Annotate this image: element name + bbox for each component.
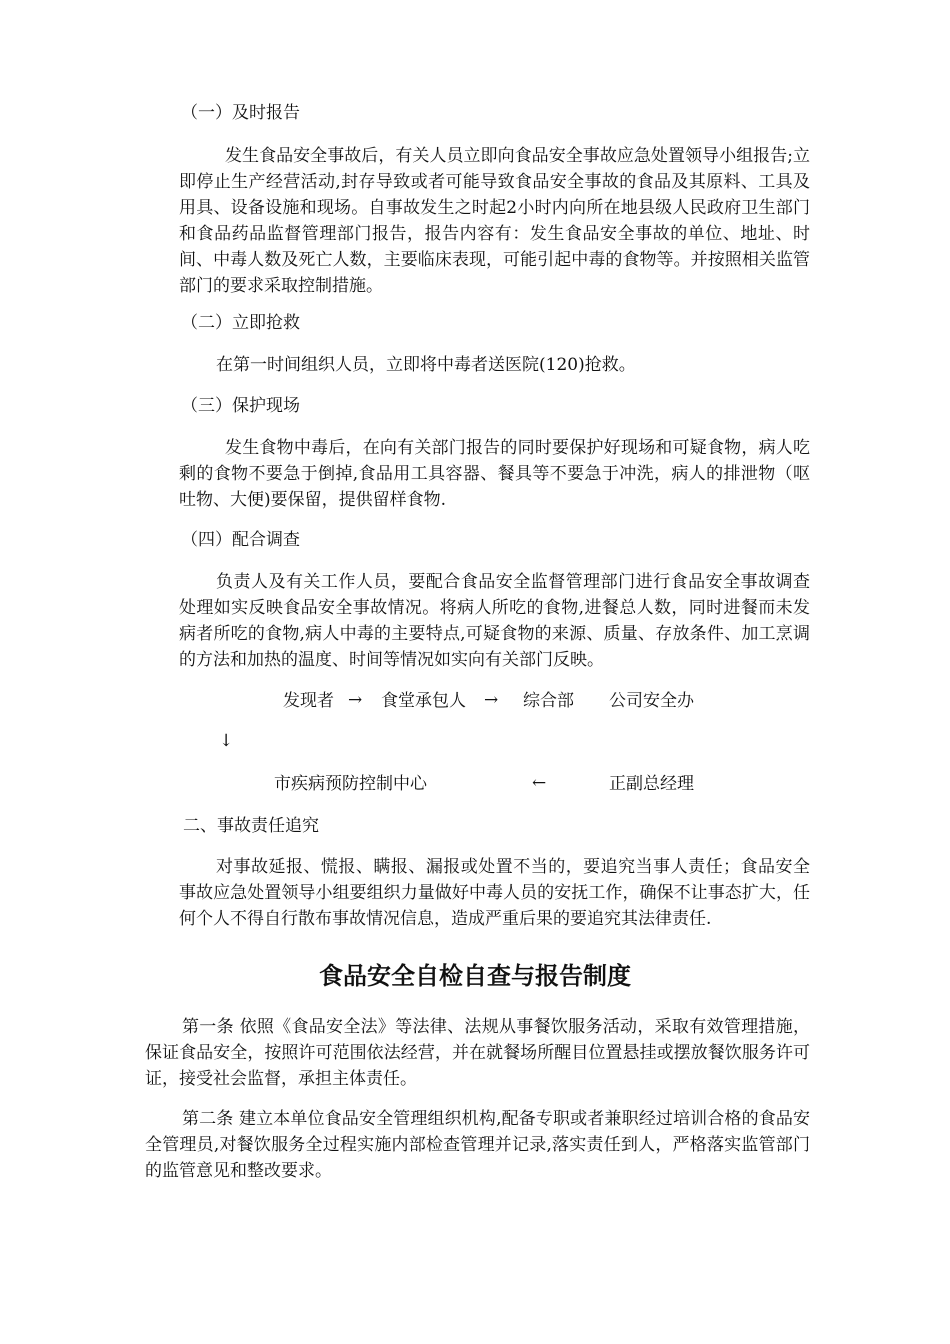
flow-node-general-manager: 正副总经理 bbox=[609, 774, 694, 794]
flow-node-company-safety-office: 公司安全办 bbox=[609, 691, 694, 711]
flow-node-canteen-contractor: 食堂承包人 bbox=[381, 691, 466, 711]
paragraph-rescue: 在第一时间组织人员，立即将中毒者送医院(120)抢救。 bbox=[216, 355, 636, 375]
flow-arrow-right-icon: → bbox=[348, 690, 363, 710]
paragraph-report: 发生食品安全事故后，有关人员立即向食品安全事故应急处置领导小组报告;立即停止生产经营活动,封存导致或者可能导致食品安全事故的食品及其原料、工具及用具、设备设施和现场。自事故发生之时起2小时内向所在地县级人民政府卫生部门和食品药品监督管理部门报告，报告内容有：发生食品安全事故的单位、地址、时间、中毒人数及死亡人数，主要临床表现，可能引起中毒的食物等。并按照相关监管部门的要求采取控制措施。 bbox=[179, 146, 810, 296]
article-2: 第二条 建立本单位食品安全管理组织机构,配备专职或者兼职经过培训合格的食品安全管理员,对餐饮服务全过程实施内部检查管理并记录,落实责任到人，严格落实监管部门的监管意见和整改要求。 bbox=[145, 1109, 810, 1181]
section-heading-protect-scene: （三）保护现场 bbox=[181, 396, 300, 416]
paragraph-investigation: 负责人及有关工作人员，要配合食品安全监督管理部门进行食品安全事故调查处理如实反映食品安全事故情况。将病人所吃的食物,进餐总人数，同时进餐而未发病者所吃的食物,病人中毒的主要特点,可疑食物的来源、质量、存放条件、加工烹调的方法和加热的温度、时间等情况如实向有关部门反映。 bbox=[179, 572, 810, 670]
section-heading-report: （一）及时报告 bbox=[181, 103, 300, 123]
article-1: 第一条 依照《食品安全法》等法律、法规从事餐饮服务活动，采取有效管理措施，保证食品安全，按照许可范围依法经营，并在就餐场所醒目位置悬挂或摆放餐饮服务许可证，接受社会监督，承担主体责任。 bbox=[145, 1017, 810, 1089]
flow-arrow-left-icon: ← bbox=[532, 773, 547, 793]
flow-node-general-department: 综合部 bbox=[523, 691, 574, 711]
flow-node-discoverer: 发现者 bbox=[283, 691, 334, 711]
document-title: 食品安全自检自查与报告制度 bbox=[319, 962, 631, 990]
flow-arrow-right-icon: → bbox=[484, 690, 499, 710]
flow-node-cdc: 市疾病预防控制中心 bbox=[274, 774, 427, 794]
section-heading-investigation: （四）配合调查 bbox=[181, 530, 300, 550]
section-heading-accountability: 二、事故责任追究 bbox=[183, 816, 319, 836]
paragraph-accountability: 对事故延报、慌报、瞒报、漏报或处置不当的，要追究当事人责任；食品安全事故应急处置领导小组要组织力量做好中毒人员的安抚工作，确保不让事态扩大，任何个人不得自行散布事故情况信息，造成严重后果的要追究其法律责任. bbox=[179, 857, 810, 929]
section-heading-rescue: （二）立即抢救 bbox=[181, 313, 300, 333]
flow-arrow-down-icon: ↓ bbox=[219, 731, 234, 751]
paragraph-protect-scene: 发生食物中毒后，在向有关部门报告的同时要保护好现场和可疑食物，病人吃剩的食物不要急于倒掉,食品用工具容器、餐具等不要急于冲洗，病人的排泄物（呕吐物、大便)要保留，提供留样食物. bbox=[179, 438, 810, 510]
